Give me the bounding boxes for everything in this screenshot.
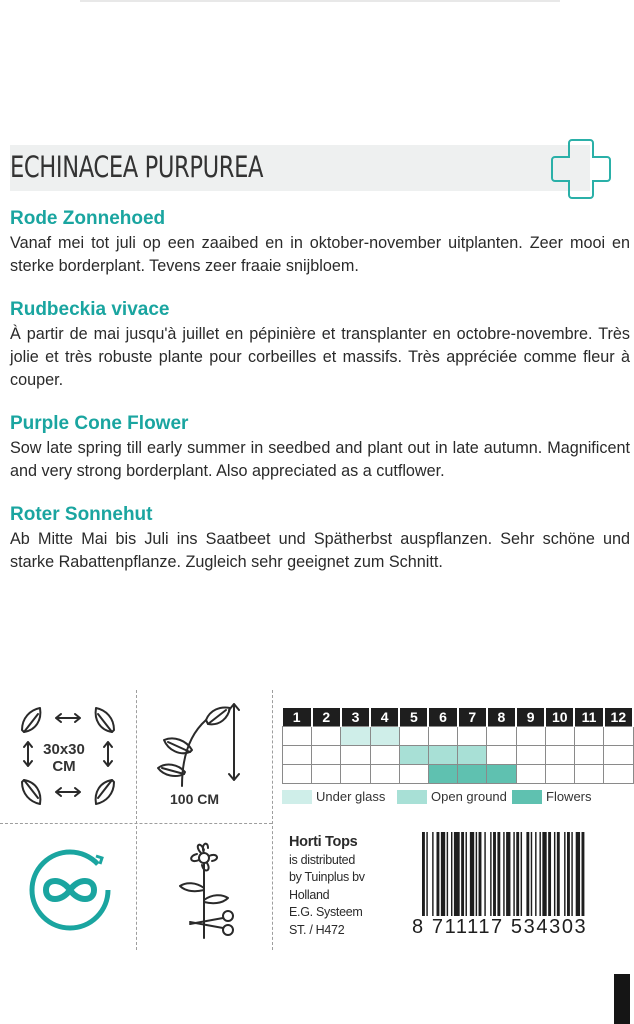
section-text: Ab Mitte Mai bis Juli ins Saatbeet und Spätherbst auspflanzen. Sehr schöne und starke Rabattenpflanze. Zugleich sehr geeignet zum Schnitt.: [10, 530, 630, 571]
spacing-unit: CM: [52, 758, 76, 775]
calendar-cell: [574, 726, 603, 745]
calendar-cell: [312, 745, 341, 764]
section-heading: Roter Sonnehut: [10, 504, 153, 525]
month-header: 5: [399, 708, 428, 726]
distributor-info: [289, 834, 365, 939]
calendar-cell: [428, 745, 457, 764]
spacing-label: [42, 741, 86, 775]
calendar-cell: [604, 726, 633, 745]
calendar-cell: [399, 764, 428, 783]
calendar-cell: [516, 726, 545, 745]
legend-swatch: [512, 790, 542, 804]
calendar-cell: [370, 764, 399, 783]
section-heading: Purple Cone Flower: [10, 413, 189, 434]
section-dutch: [10, 208, 630, 278]
edge-bar: [614, 974, 630, 1024]
calendar-cell: [370, 745, 399, 764]
month-header: 9: [516, 708, 545, 726]
scissors-flower-icon: [170, 838, 242, 942]
calendar-cell: [574, 764, 603, 783]
calendar-cell: [312, 764, 341, 783]
page-title: ECHINACEA PURPUREA: [10, 150, 264, 184]
month-header: 7: [458, 708, 487, 726]
section-text: Sow late spring till early summer in seedbed and plant out in late autumn. Magnificent and very strong borderplant. Also appreciated as a cutflower.: [10, 439, 630, 480]
legend-label: Flowers: [546, 789, 592, 804]
section-french: [10, 299, 630, 392]
month-header: 12: [604, 708, 633, 726]
calendar-cell: [341, 764, 370, 783]
calendar-cell: [487, 745, 516, 764]
calendar-cell: [399, 745, 428, 764]
calendar-cell: [516, 745, 545, 764]
calendar-cell: [545, 745, 574, 764]
calendar-cell: [604, 764, 633, 783]
legend-under-glass: [282, 789, 385, 804]
legend-swatch: [282, 790, 312, 804]
medical-cross-icon: [549, 138, 613, 200]
section-german: [10, 504, 630, 574]
distributor-line: Holland: [289, 887, 330, 902]
calendar-row: [283, 764, 634, 783]
month-header: 6: [428, 708, 457, 726]
calendar-row: [283, 726, 634, 745]
month-header: 2: [312, 708, 341, 726]
calendar-cell: [545, 764, 574, 783]
height-label: 100 CM: [170, 791, 220, 807]
calendar-cell: [341, 726, 370, 745]
calendar-row: [283, 745, 634, 764]
calendar-cell: [458, 745, 487, 764]
calendar-cell: [428, 764, 457, 783]
calendar-cell: [545, 726, 574, 745]
legend-label: Open ground: [431, 789, 507, 804]
distributor-line: E.G. Systeem: [289, 905, 363, 919]
legend-flowers: [512, 789, 592, 804]
calendar-cell: [458, 726, 487, 745]
calendar-cell: [283, 726, 312, 745]
distributor-line: is distributed: [289, 852, 355, 867]
barcode-digits: 8 711117 534303: [412, 916, 588, 938]
distributor-brand: Horti Tops: [289, 834, 358, 850]
section-text: À partir de mai jusqu'à juillet en pépinière et transplanter en octobre-novembre. Très jolie et très robuste plante pour corbeilles et massifs. Très appréciée comme fleur à couper.: [10, 325, 630, 389]
calendar-cell: [487, 726, 516, 745]
icon-divider: [136, 690, 137, 950]
calendar-cell: [516, 764, 545, 783]
month-header: 4: [370, 708, 399, 726]
icon-divider: [0, 823, 272, 824]
month-header: 11: [574, 708, 603, 726]
calendar-cell: [604, 745, 633, 764]
calendar-cell: [458, 764, 487, 783]
legend-swatch: [397, 790, 427, 804]
legend-label: Under glass: [316, 789, 386, 804]
infinity-icon: [18, 840, 122, 940]
calendar-cell: [399, 726, 428, 745]
month-header: 8: [487, 708, 516, 726]
calendar-cell: [574, 745, 603, 764]
icon-divider: [272, 690, 273, 950]
section-heading: Rode Zonnehoed: [10, 208, 166, 229]
legend-open-ground: [397, 789, 507, 804]
section-english: [10, 413, 630, 483]
distributor-line: ST. / H472: [289, 922, 345, 937]
month-header: 1: [283, 708, 312, 726]
calendar-cell: [370, 726, 399, 745]
calendar-cell: [283, 764, 312, 783]
calendar-cell: [428, 726, 457, 745]
section-text: Vanaf mei tot juli op een zaaibed en in oktober-november uitplanten. Zeer mooi en sterke borderplant. Tevens zeer fraaie snijbloem.: [10, 234, 630, 275]
calendar-cell: [312, 726, 341, 745]
calendar-cell: [341, 745, 370, 764]
plant-height-icon: [152, 700, 252, 788]
month-header: 10: [545, 708, 574, 726]
month-header: 3: [341, 708, 370, 726]
distributor-line: by Tuinplus bv: [289, 870, 365, 884]
spacing-value: 30x30: [43, 741, 85, 758]
section-heading: Rudbeckia vivace: [10, 299, 170, 320]
calendar-cell: [283, 745, 312, 764]
top-rule: [80, 0, 560, 2]
calendar-cell: [487, 764, 516, 783]
sowing-calendar: [282, 708, 634, 784]
calendar-month-row: [283, 708, 634, 726]
